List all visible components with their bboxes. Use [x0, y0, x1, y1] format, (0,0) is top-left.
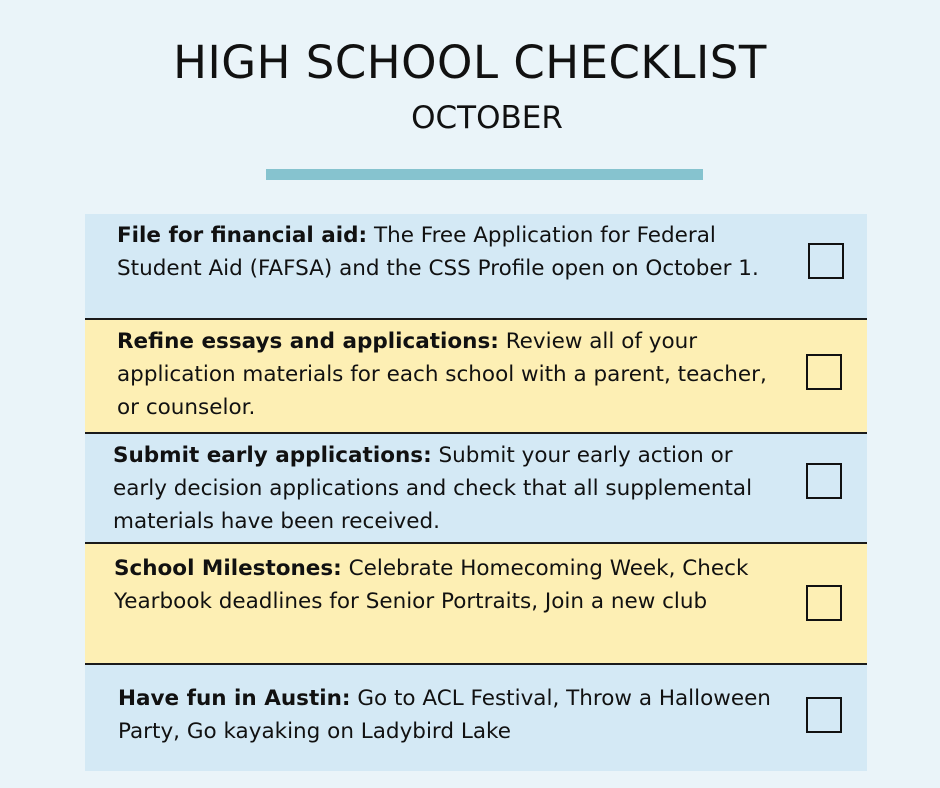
item-body: Submit your early action or early decision applications and check that all supplemental materials have been received. — [113, 443, 753, 534]
page-title: HIGH SCHOOL CHECKLIST — [173, 36, 767, 89]
item-text — [118, 682, 783, 748]
item-heading: Have fun in Austin: — [118, 686, 351, 711]
checklist-item-early-applications — [85, 434, 867, 542]
accent-rule — [266, 169, 703, 180]
checklist-item-financial-aid — [85, 214, 867, 318]
item-text — [117, 325, 782, 424]
checkbox[interactable] — [806, 697, 842, 733]
checklist-item-school-milestones — [85, 544, 867, 663]
checklist-item-austin-fun — [85, 665, 867, 771]
item-body: Review all of your application materials for each school with a parent, teacher, or counselor. — [117, 329, 767, 420]
item-heading: Refine essays and applications: — [117, 329, 499, 354]
item-text — [113, 439, 778, 538]
item-heading: File for financial aid: — [117, 223, 368, 248]
checklist-item-essays — [85, 320, 867, 432]
checkbox[interactable] — [806, 463, 842, 499]
item-text — [117, 219, 782, 285]
checkbox[interactable] — [806, 585, 842, 621]
item-heading: School Milestones: — [114, 556, 342, 581]
item-body: The Free Application for Federal Student Aid (FAFSA) and the CSS Profile open on October 1. — [117, 223, 759, 281]
checkbox[interactable] — [808, 243, 844, 279]
item-body: Celebrate Homecoming Week, Check Yearbook deadlines for Senior Portraits, Join a new club — [114, 556, 749, 614]
item-body: Go to ACL Festival, Throw a Halloween Party, Go kayaking on Ladybird Lake — [118, 686, 771, 744]
item-heading: Submit early applications: — [113, 443, 432, 468]
checkbox[interactable] — [806, 354, 842, 390]
item-text — [114, 552, 779, 618]
page-subtitle: OCTOBER — [411, 100, 563, 136]
